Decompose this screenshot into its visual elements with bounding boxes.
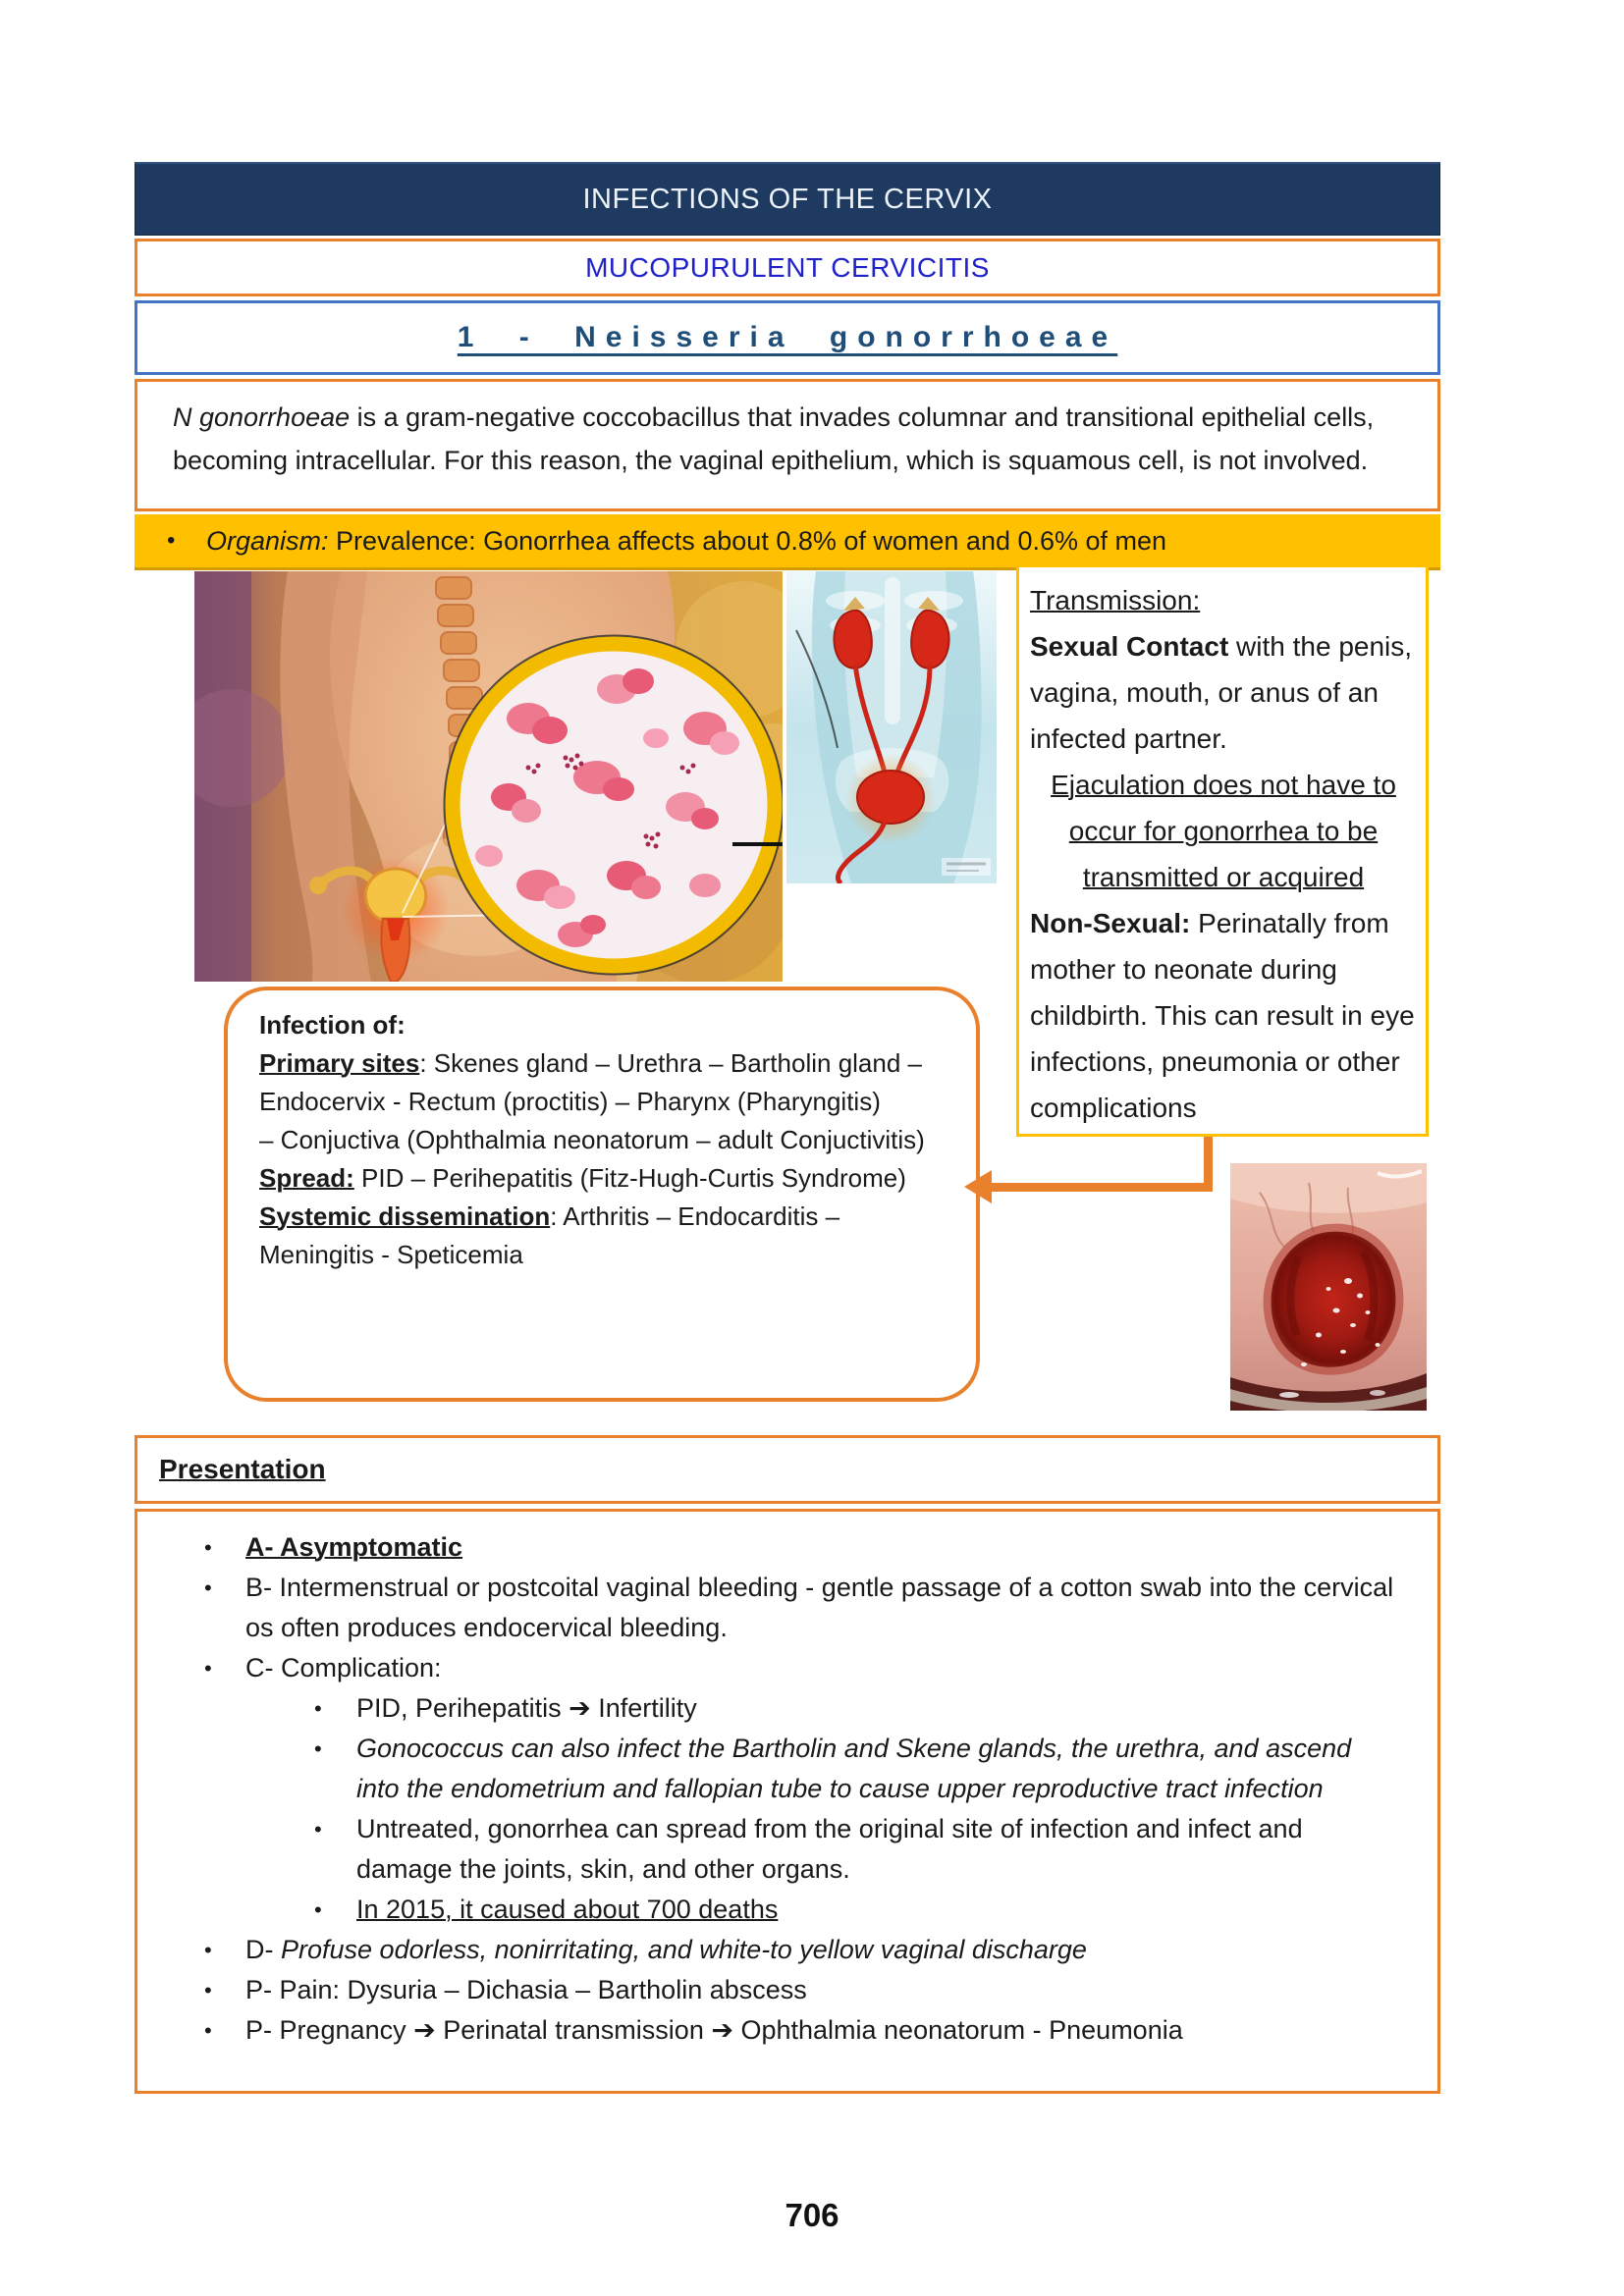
- connector-arrowhead-icon: [964, 1170, 992, 1203]
- list-item: • Gonococcus can also infect the Bartholin and Skene glands, the urethra, and ascend into the endometrium and fallopian tube to cause upper reproductive tract infection: [137, 1729, 1437, 1809]
- page-title: INFECTIONS OF THE CERVIX: [582, 183, 993, 215]
- urinary-tract-figure: [786, 571, 997, 883]
- transmission-title: Transmission:: [1030, 585, 1201, 615]
- list-item: • D- Profuse odorless, nonirritating, and white-to yellow vaginal discharge: [137, 1930, 1437, 1970]
- list-item: • A- Asymptomatic: [137, 1527, 1437, 1568]
- cervicitis-photo-illustration: [1230, 1163, 1427, 1411]
- bullet-icon: •: [314, 1817, 322, 1842]
- page-number: 706: [785, 2197, 839, 2233]
- microscopy-inset: [445, 636, 783, 974]
- list-item: • B- Intermenstrual or postcoital vaginal bleeding - gentle passage of a cotton swab into the cervical os often produces endocervical bleeding.: [137, 1568, 1437, 1648]
- organism-name: N gonorrhoeae: [173, 402, 351, 432]
- connector-arrow-vertical: [1204, 1137, 1213, 1188]
- intro-paragraph: [135, 379, 1440, 511]
- female-anatomy-figure: [194, 571, 783, 982]
- subtitle-box: [135, 239, 1440, 296]
- section-heading-box: [135, 300, 1440, 375]
- title-bar: [135, 162, 1440, 236]
- list-item: • P- Pain: Dysuria – Dichasia – Bartholin abscess: [137, 1970, 1437, 2010]
- presentation-header-box: [135, 1435, 1440, 1504]
- organism-line: Organism: Prevalence: Gonorrhea affects about 0.8% of women and 0.6% of men: [206, 525, 1167, 556]
- transmission-nonsexual: Non-Sexual: Perinatally from mother to neonate during childbirth. This can result in eye infections, pneumonia or other complications: [1030, 908, 1415, 1123]
- bullet-icon: •: [204, 1575, 212, 1600]
- bullet-icon: •: [204, 1535, 212, 1560]
- bullet-icon: •: [314, 1736, 322, 1761]
- transmission-ejaculation-note: Ejaculation does not have to occur for gonorrhea to be transmitted or acquired: [1051, 770, 1396, 892]
- list-item: • Untreated, gonorrhea can spread from the original site of infection and infect and damage the joints, skin, and other organs.: [137, 1809, 1437, 1890]
- organism-highlight-bar: [135, 514, 1440, 570]
- watermark-box: [942, 858, 991, 876]
- presentation-list: [135, 1509, 1440, 2094]
- list-item: • PID, Perihepatitis ➔ Infertility: [137, 1688, 1437, 1729]
- presentation-title: Presentation: [159, 1454, 326, 1484]
- list-item: • P- Pregnancy ➔ Perinatal transmission ➔ Ophthalmia neonatorum - Pneumonia: [137, 2010, 1437, 2051]
- list-item: • In 2015, it caused about 700 deaths: [137, 1890, 1437, 1930]
- bullet-icon: •: [204, 1938, 212, 1962]
- intro-text: is a gram-negative coccobacillus that invades columnar and transitional epithelial cells, becoming intracellular. For this reason, the vaginal epithelium, which is squamous cell, is not involved.: [173, 402, 1375, 475]
- bladder: [857, 771, 924, 824]
- infection-title: Infection of:: [259, 1010, 406, 1040]
- list-item: • C- Complication:: [137, 1648, 1437, 1688]
- urinary-tract-illustration: [786, 571, 997, 883]
- bullet-icon: •: [204, 1978, 212, 2002]
- infection-sites-box: [224, 987, 980, 1402]
- subtitle: MUCOPURULENT CERVICITIS: [585, 251, 990, 283]
- transmission-box: [1016, 564, 1429, 1137]
- female-anatomy-illustration: [194, 571, 783, 982]
- bullet-icon: •: [314, 1696, 322, 1721]
- connector-arrow-horizontal: [990, 1183, 1213, 1192]
- bullet-icon: •: [204, 1656, 212, 1681]
- cervicitis-photo: [1230, 1163, 1427, 1411]
- bullet-icon: •: [167, 527, 176, 554]
- infection-spread: Spread: PID – Perihepatitis (Fitz-Hugh-Curtis Syndrome): [259, 1163, 906, 1193]
- infection-systemic: Systemic dissemination: Arthritis – Endocarditis – Meningitis - Speticemia: [259, 1201, 840, 1269]
- section-title: 1 - Neisseria gonorrhoeae: [457, 321, 1118, 353]
- infection-conjunctiva: – Conjuctiva (Ophthalmia neonatorum – adult Conjuctivitis): [259, 1125, 925, 1154]
- bullet-icon: •: [204, 2018, 212, 2043]
- transmission-sexual: Sexual Contact with the penis, vagina, mouth, or anus of an infected partner.: [1030, 631, 1413, 754]
- bullet-icon: •: [314, 1897, 322, 1922]
- infection-primary-sites: Primary sites: Skenes gland – Urethra – Bartholin gland – Endocervix - Rectum (proctitis) – Pharynx (Pharyngitis): [259, 1048, 922, 1116]
